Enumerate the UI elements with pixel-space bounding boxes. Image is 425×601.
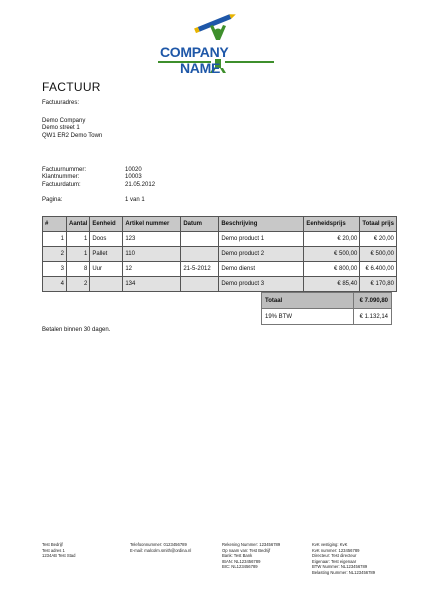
footer-line: 1234AB Test Stad <box>42 553 76 559</box>
table-cell: € 500,00 <box>304 247 360 262</box>
table-row <box>43 262 397 277</box>
table-cell: 3 <box>43 262 67 277</box>
table-cell: 4 <box>43 277 67 292</box>
footer-line: IBAN: NL123456789 <box>222 558 261 564</box>
company-logo <box>158 14 274 74</box>
table-cell: Demo product 1 <box>219 232 304 247</box>
col-header: # <box>43 217 67 232</box>
footer-registration <box>312 542 375 576</box>
page-title: FACTUUR <box>42 80 101 94</box>
table-cell: 110 <box>123 247 181 262</box>
footer-line: Op naam van: Test Bedrijf <box>222 547 271 553</box>
table-cell: 12 <box>123 262 181 277</box>
table-cell: € 6.400,00 <box>360 262 397 277</box>
table-cell: 1 <box>67 247 90 262</box>
table-cell <box>181 247 219 262</box>
table-cell <box>181 232 219 247</box>
footer-line: Directeur: Test directeur <box>312 553 357 559</box>
invoice-number-label: Factuurnummer: <box>42 167 87 173</box>
total-label: Totaal <box>262 293 354 309</box>
address-block <box>42 118 102 140</box>
totals-table <box>261 292 392 325</box>
invoice-date-value: 21.05.2012 <box>125 181 156 188</box>
footer-line: Bank: Test Bank <box>222 553 253 559</box>
table-cell: Demo dienst <box>219 262 304 277</box>
total-value: € 7.090,80 <box>354 293 392 309</box>
footer-line: Eigenaar: Test eigenaar <box>312 558 357 564</box>
invoice-items-table <box>42 216 397 292</box>
address-line: QW1 ER2 Demo Town <box>42 132 103 139</box>
table-cell: 8 <box>67 262 90 277</box>
footer-line: E-mail: malcolm.smith@ordina.nl <box>130 547 192 553</box>
footer-line: KvK nummer: 123456789 <box>312 547 360 553</box>
table-cell: 134 <box>123 277 181 292</box>
footer-line: Test adres 1 <box>42 547 65 553</box>
col-header: Totaal prijs <box>360 217 397 232</box>
col-header: Eenheidsprijs <box>304 217 360 232</box>
address-line: Demo street 1 <box>42 125 80 132</box>
table-cell: 123 <box>123 232 181 247</box>
table-cell: € 20,00 <box>304 232 360 247</box>
footer-company <box>42 542 75 559</box>
table-cell <box>181 277 219 292</box>
footer-line: Test Bedrijf <box>42 542 63 547</box>
invoice-number-value: 10020 <box>125 167 142 173</box>
payment-note: Betalen binnen 30 dagen. <box>42 327 111 333</box>
col-header: Beschrijving <box>219 217 304 232</box>
page-label: Pagina: <box>42 197 63 203</box>
table-cell: 2 <box>67 277 90 292</box>
footer-line: Belasting Nummer: NL123456789 <box>312 569 376 575</box>
col-header: Datum <box>181 217 219 232</box>
table-cell: 21-5-2012 <box>181 262 219 277</box>
total-row <box>262 293 392 309</box>
table-cell: € 170,80 <box>360 277 397 292</box>
table-header-row <box>43 217 397 232</box>
vat-row <box>262 309 392 325</box>
vat-label: 19% BTW <box>262 309 354 325</box>
address-line: Demo Company <box>42 118 86 124</box>
table-cell: € 20,00 <box>360 232 397 247</box>
table-cell: Pallet <box>90 247 123 262</box>
logo-text <box>158 44 274 76</box>
col-header: Aantal <box>67 217 90 232</box>
table-cell: € 800,00 <box>304 262 360 277</box>
col-header: Artikel nummer <box>123 217 181 232</box>
footer-line: KvK vestiging: KvK <box>312 542 348 547</box>
table-row <box>43 247 397 262</box>
table-cell: 1 <box>67 232 90 247</box>
table-cell: € 500,00 <box>360 247 397 262</box>
table-cell: 2 <box>43 247 67 262</box>
col-header: Eenheid <box>90 217 123 232</box>
table-cell: Uur <box>90 262 123 277</box>
vat-value: € 1.132,14 <box>354 309 392 325</box>
table-cell <box>90 277 123 292</box>
table-cell: Demo product 3 <box>219 277 304 292</box>
footer-bank <box>222 542 280 570</box>
table-cell: Doos <box>90 232 123 247</box>
logo-word-company: COMPANY <box>160 44 229 60</box>
table-row <box>43 277 397 292</box>
customer-number-value: 10003 <box>125 174 142 181</box>
footer-line: Telefoonnummer: 0123456789 <box>130 542 187 547</box>
footer-line: BIC: NL123456789 <box>222 564 258 570</box>
table-cell: 1 <box>43 232 67 247</box>
table-row <box>43 232 397 247</box>
table-cell: € 85,40 <box>304 277 360 292</box>
page-value: 1 van 1 <box>125 197 145 203</box>
footer-contact <box>130 542 191 553</box>
table-cell: Demo product 2 <box>219 247 304 262</box>
customer-number-label: Klantnummer: <box>42 174 80 181</box>
address-label: Factuuradres: <box>42 100 80 106</box>
logo-word-name: NAME <box>180 60 221 76</box>
invoice-date-label: Factuurdatum: <box>42 181 81 188</box>
footer-line: BTW Nummer: NL123456789 <box>312 564 368 570</box>
footer-line: Rekening Nummer: 123456789 <box>222 542 281 547</box>
